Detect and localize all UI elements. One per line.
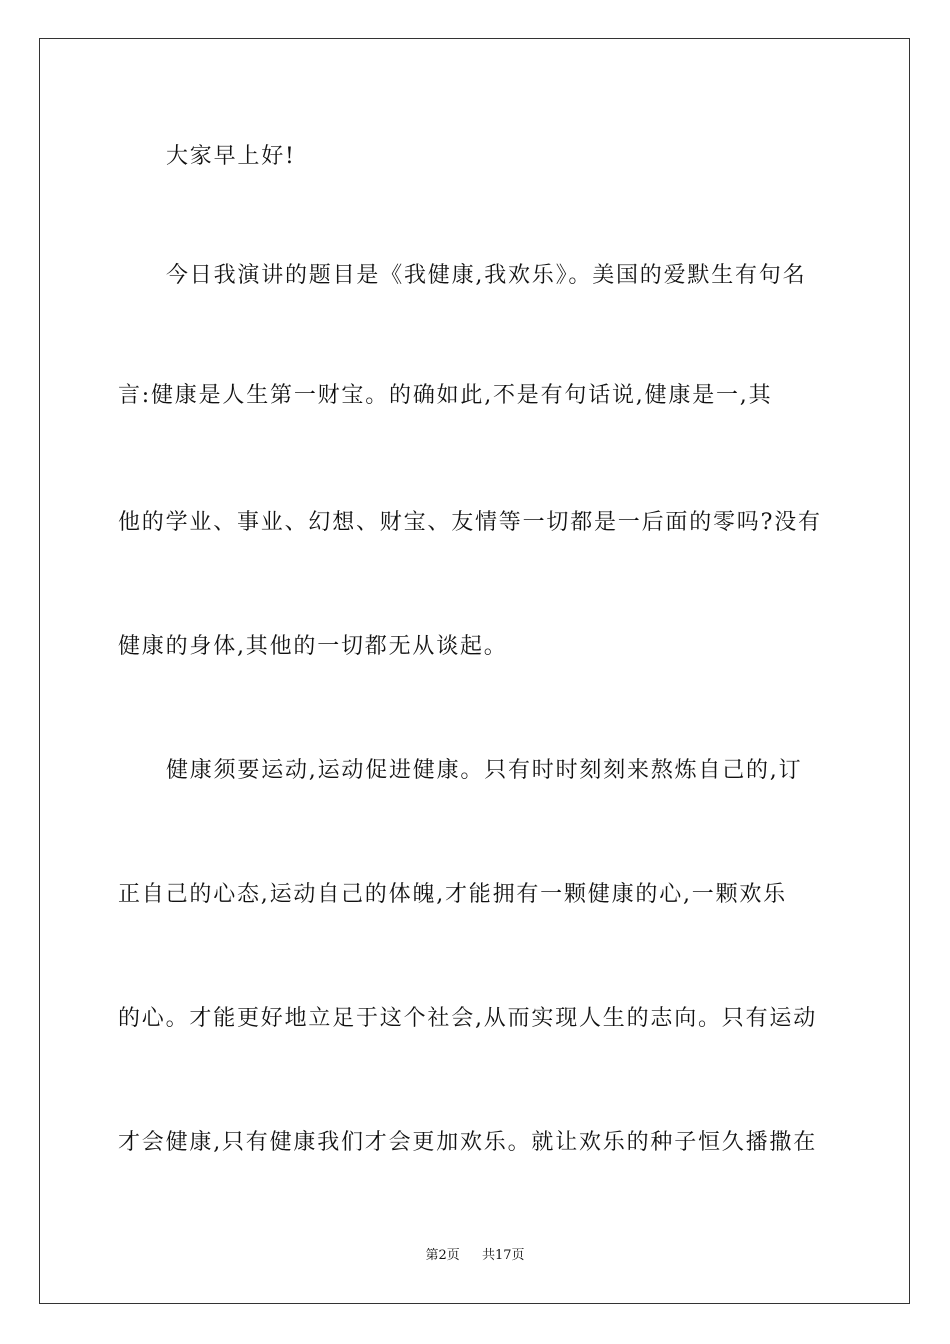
text-line: 健康须要运动,运动促进健康。只有时时刻刻来熬炼自己的,订	[166, 758, 803, 783]
page-number: 第2页	[425, 1248, 460, 1263]
text-line: 的心。才能更好地立足于这个社会,从而实现人生的志向。只有运动	[118, 1006, 817, 1031]
text-line: 才会健康,只有健康我们才会更加欢乐。就让欢乐的种子恒久播撒在	[118, 1130, 817, 1155]
text-line: 言:健康是人生第一财宝。的确如此,不是有句话说,健康是一,其	[118, 383, 773, 408]
text-line: 他的学业、事业、幻想、财宝、友情等一切都是一后面的零吗?没有	[118, 510, 822, 535]
page-footer	[0, 1247, 950, 1265]
text-line: 今日我演讲的题目是《我健康,我欢乐》。美国的爱默生有句名	[166, 263, 807, 288]
text-line: 正自己的心态,运动自己的体魄,才能拥有一颗健康的心,一颗欢乐	[118, 882, 787, 907]
text-line: 大家早上好!	[166, 144, 296, 169]
page-total: 共17页	[482, 1248, 525, 1263]
page-frame	[39, 38, 910, 1304]
text-line: 健康的身体,其他的一切都无从谈起。	[118, 634, 508, 659]
